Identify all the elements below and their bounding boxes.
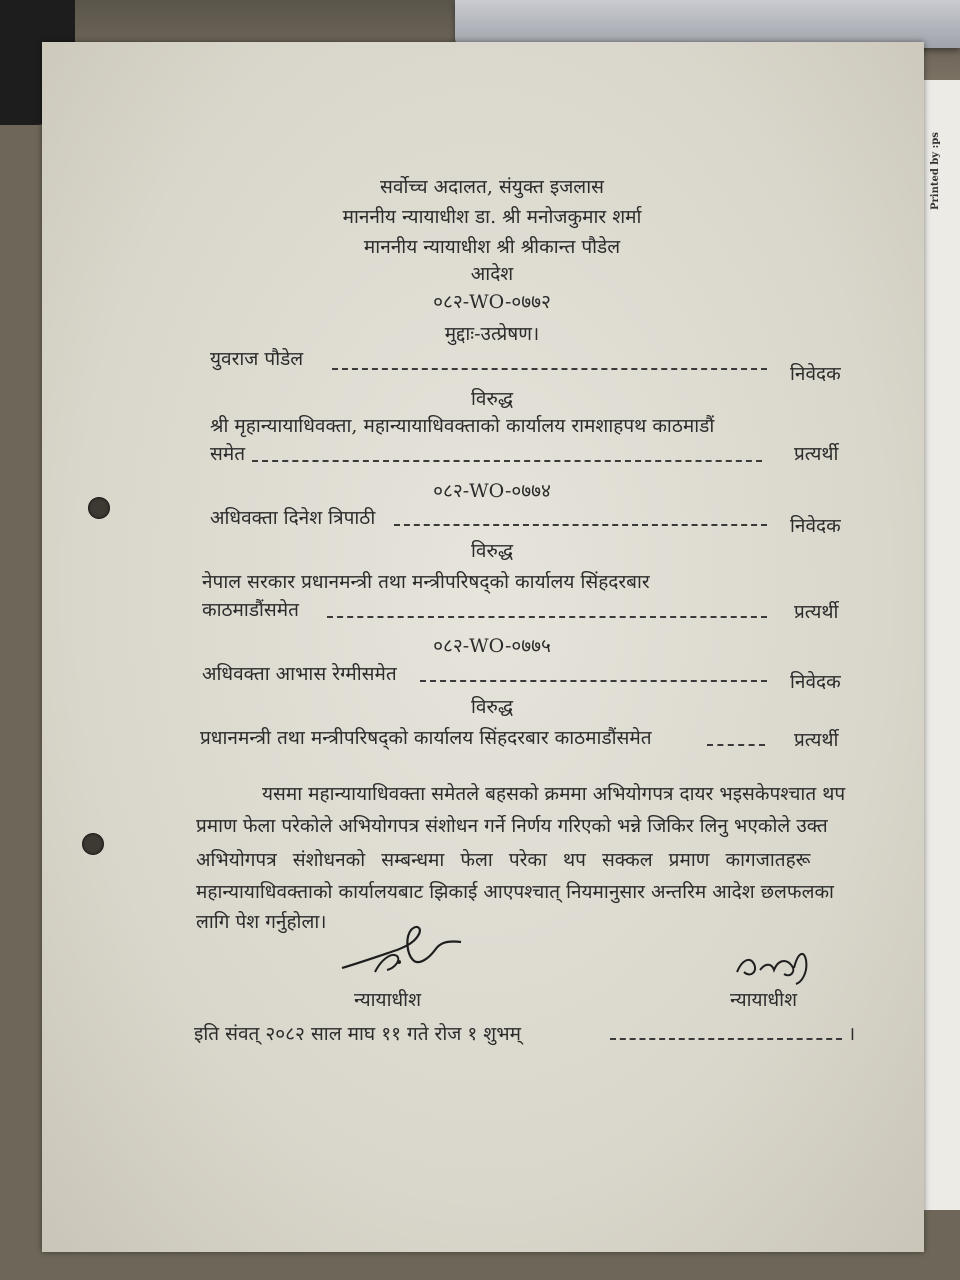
printed-by-text: Printed by :ps bbox=[930, 132, 941, 210]
order-title: आदेश bbox=[470, 263, 514, 285]
petitioner-2: अधिवक्ता दिनेश त्रिपाठी bbox=[210, 507, 376, 529]
respondent-2-line1: नेपाल सरकार प्रधानमन्त्री तथा मन्त्रीपरिषद्को कार्यालय सिंहदरबार bbox=[202, 571, 650, 593]
date-line: इति संवत् २०८२ साल माघ ११ गते रोज १ शुभम् bbox=[194, 1023, 521, 1045]
versus-2: विरुद्ध bbox=[470, 540, 514, 562]
case-number-1: ०८२-WO-०७७२ bbox=[433, 291, 551, 313]
court-name: सर्वोच्च अदालत, संयुक्त इजलास bbox=[380, 176, 604, 198]
case-subject: मुद्दाः-उत्प्रेषण। bbox=[444, 323, 540, 345]
order-text-line5: लागि पेश गर्नुहोला। bbox=[196, 911, 327, 933]
dash-leader bbox=[707, 744, 765, 746]
dash-leader bbox=[252, 460, 762, 462]
petitioner-3: अधिवक्ता आभास रेग्मीसमेत bbox=[202, 663, 397, 685]
order-text-line2: प्रमाण फेला परेकोले अभियोगपत्र संशोधन गर्ने निर्णय गरिएको भन्ने जिकिर लिनु भएकोले उक्त bbox=[196, 815, 828, 837]
case-number-3: ०८२-WO-०७७५ bbox=[433, 635, 551, 657]
respondent-role-1: प्रत्यर्थी bbox=[794, 443, 839, 465]
respondent-2-line2: काठमाडौंसमेत bbox=[202, 599, 299, 621]
dash-leader bbox=[610, 1038, 842, 1040]
left-judge-label: न्यायाधीश bbox=[354, 989, 422, 1011]
case-number-2: ०८२-WO-०७७४ bbox=[433, 480, 551, 502]
versus-1: विरुद्ध bbox=[470, 388, 514, 410]
petitioner-role-1: निवेदक bbox=[790, 363, 841, 385]
order-text-line1: यसमा महान्यायाधिवक्ता समेतले बहसको क्रममा अभियोगपत्र दायर भइसकेपश्चात थप bbox=[262, 783, 846, 805]
respondent-role-3: प्रत्यर्थी bbox=[794, 729, 839, 751]
dash-leader bbox=[394, 524, 767, 526]
dash-leader bbox=[327, 616, 767, 618]
respondent-1-line1: श्री मृहान्यायाधिवक्ता, महान्यायाधिवक्ताको कार्यालय रामशाहपथ काठमाडौं bbox=[210, 415, 715, 437]
petitioner-role-3: निवेदक bbox=[790, 671, 841, 693]
right-judge-label: न्यायाधीश bbox=[730, 989, 798, 1011]
judge-name-1: माननीय न्यायाधीश डा. श्री मनोजकुमार शर्मा bbox=[342, 206, 642, 228]
respondent-1-line2: समेत bbox=[210, 443, 246, 465]
respondent-role-2: प्रत्यर्थी bbox=[794, 601, 839, 623]
versus-3: विरुद्ध bbox=[470, 696, 514, 718]
left-signature-image bbox=[337, 920, 477, 990]
judge-name-2: माननीय न्यायाधीश श्री श्रीकान्त पौडेल bbox=[363, 236, 621, 258]
dash-leader bbox=[332, 368, 767, 370]
right-signature-image bbox=[732, 942, 822, 992]
petitioner-role-2: निवेदक bbox=[790, 515, 841, 537]
court-order-paper bbox=[42, 42, 924, 1252]
closing-mark: । bbox=[848, 1023, 856, 1045]
dash-leader bbox=[420, 680, 767, 682]
laptop-edge bbox=[455, 0, 960, 48]
petitioner-1: युवराज पौडेल bbox=[210, 348, 304, 370]
respondent-3: प्रधानमन्त्री तथा मन्त्रीपरिषद्को कार्यालय सिंहदरबार काठमाडौंसमेत bbox=[200, 727, 652, 749]
order-text-line3: अभियोगपत्र संशोधनको सम्बन्धमा फेला परेका थप सक्कल प्रमाण कागजातहरू bbox=[196, 849, 811, 871]
order-text-line4: महान्यायाधिवक्ताको कार्यालयबाट झिकाई आएपश्चात् नियमानुसार अन्तरिम आदेश छलफलका bbox=[196, 881, 834, 903]
punch-hole bbox=[82, 833, 104, 855]
